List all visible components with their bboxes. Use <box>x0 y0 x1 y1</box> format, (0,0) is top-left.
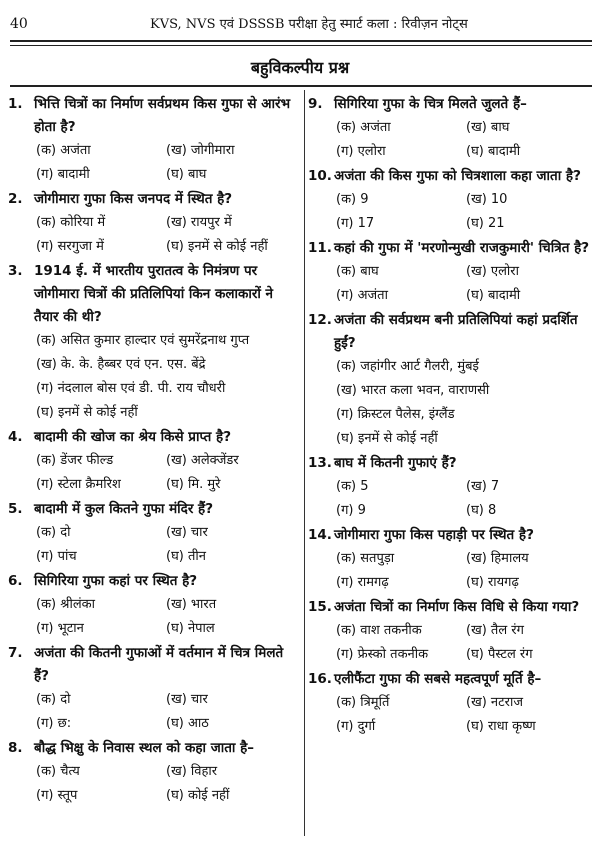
option: (ग) सरगुजा में <box>36 239 104 254</box>
options-12 <box>308 355 596 451</box>
option: (घ) 21 <box>466 216 505 231</box>
question-text: सिगिरिया गुफा कहां पर स्थित है? <box>34 573 198 589</box>
option: (क) जहांगीर आर्ट गैलरी, मुंबई <box>336 359 479 374</box>
question-text: अजंता चित्रों का निर्माण किस विधि से किया गया? <box>334 599 580 615</box>
question-number: 8. <box>8 740 23 756</box>
question-text: अजंता की सर्वप्रथम बनी प्रतिलिपियां कहां प्रदर्शित हुईं? <box>334 312 578 351</box>
question-text: कहां की गुफा में 'मरणोन्मुखी राजकुमारी' चित्रित है? <box>334 240 590 256</box>
question-text: जोगीमारा गुफा किस जनपद में स्थित है? <box>34 191 233 207</box>
header-divider <box>10 40 592 46</box>
question-text: 1914 ई. में भारतीय पुरातत्व के निमंत्रण पर जोगीमारा चित्रों की प्रतिलिपियां किन कलाकारों ने तैयार की थी? <box>34 263 274 325</box>
question-number: 2. <box>8 191 23 207</box>
question-text: बौद्ध भिक्षु के निवास स्थल को कहा जाता है– <box>34 740 255 756</box>
question-1 <box>8 93 298 139</box>
option: (ख) जोगीमारा <box>166 143 235 158</box>
question-text: अजंता की किस गुफा को चित्रशाला कहा जाता है? <box>334 168 581 184</box>
question-number: 5. <box>8 501 23 517</box>
question-number: 10. <box>308 168 332 184</box>
option: (क) असित कुमार हाल्दार एवं सुमरेंद्रनाथ गुप्त <box>36 333 250 348</box>
option: (ख) के. के. हैब्बर एवं एन. एस. बेंद्रे <box>36 357 206 372</box>
question-number: 15. <box>308 599 332 615</box>
options-3 <box>8 329 298 425</box>
section-title: बहुविकल्पीय प्रश्न <box>250 58 350 77</box>
page-number: 40 <box>10 16 28 32</box>
question-text: सिगिरिया गुफा के चित्र मिलते जुलते हैं– <box>334 96 527 112</box>
option: (ख) भारत कला भवन, वाराणसी <box>336 383 490 398</box>
question-9 <box>308 93 596 116</box>
question-number: 12. <box>308 312 332 328</box>
options-8 <box>8 760 298 808</box>
question-11 <box>308 237 596 260</box>
option: (क) वाश तकनीक <box>336 623 422 638</box>
option: (ग) अजंता <box>336 288 388 303</box>
question-8 <box>8 737 298 760</box>
option: (ख) भारत <box>166 597 217 612</box>
option: (ग) एलोरा <box>336 144 386 159</box>
question-number: 4. <box>8 429 23 445</box>
question-15 <box>308 596 596 619</box>
question-number: 6. <box>8 573 23 589</box>
option: (घ) राधा कृष्ण <box>466 719 536 734</box>
options-13 <box>308 475 596 523</box>
option: (ख) विहार <box>166 764 218 779</box>
option: (घ) रायगढ़ <box>466 575 519 590</box>
options-14 <box>308 547 596 595</box>
option: (ग) नंदलाल बोस एवं डी. पी. राय चौधरी <box>36 381 226 396</box>
question-3 <box>8 260 298 329</box>
left-column <box>8 92 298 808</box>
option: (ग) क्रिस्टल पैलेस, इंग्लैंड <box>336 407 455 422</box>
question-number: 1. <box>8 96 23 112</box>
option: (घ) इनमें से कोई नहीं <box>166 239 268 254</box>
question-number: 16. <box>308 671 332 687</box>
question-7 <box>8 642 298 688</box>
option: (ग) दुर्गा <box>336 719 376 734</box>
option: (घ) बादामी <box>466 288 521 303</box>
question-text: भित्ति चित्रों का निर्माण सर्वप्रथम किस गुफा से आरंभ होता है? <box>34 96 291 135</box>
option: (घ) पैस्टल रंग <box>466 647 533 662</box>
option: (ग) बादामी <box>36 167 90 182</box>
options-4 <box>8 449 298 497</box>
options-5 <box>8 521 298 569</box>
options-9 <box>308 116 596 164</box>
option: (घ) आठ <box>166 716 209 731</box>
option: (क) कोरिया में <box>36 215 106 230</box>
question-5 <box>8 498 298 521</box>
option: (क) चैत्य <box>36 764 80 779</box>
option: (क) अजंता <box>336 120 391 135</box>
question-number: 11. <box>308 240 332 256</box>
question-text: बादामी की खोज का श्रेय किसे प्राप्त है? <box>34 429 232 445</box>
option: (ख) अलेक्जेंडर <box>166 453 239 468</box>
question-number: 9. <box>308 96 323 112</box>
option: (ग) फ्रेस्को तकनीक <box>336 647 429 662</box>
question-number: 14. <box>308 527 332 543</box>
option: (ख) बाघ <box>466 120 510 135</box>
question-14 <box>308 524 596 547</box>
option: (घ) तीन <box>166 549 206 564</box>
options-6 <box>8 593 298 641</box>
running-title: KVS, NVS एवं DSSSB परीक्षा हेतु स्मार्ट कला : रिवीज़न नोट्स <box>150 17 468 32</box>
option: (घ) बादामी <box>466 144 521 159</box>
option: (क) दो <box>36 692 71 707</box>
option: (ग) 17 <box>336 216 375 231</box>
question-16 <box>308 668 596 691</box>
option: (ग) 9 <box>336 503 366 518</box>
question-13 <box>308 452 596 475</box>
question-10 <box>308 165 596 188</box>
option: (ख) चार <box>166 692 208 707</box>
question-text: एलीफैंटा गुफा की सबसे महत्वपूर्ण मूर्ति है– <box>334 671 542 687</box>
question-number: 3. <box>8 263 23 279</box>
question-12 <box>308 309 596 355</box>
options-7 <box>8 688 298 736</box>
option: (घ) बाघ <box>166 167 207 182</box>
option: (ख) रायपुर में <box>166 215 232 230</box>
option: (क) बाघ <box>336 264 379 279</box>
option: (घ) 8 <box>466 503 497 518</box>
option: (क) 5 <box>336 479 369 494</box>
right-column <box>308 92 596 739</box>
option: (ख) 7 <box>466 479 500 494</box>
question-number: 13. <box>308 455 332 471</box>
question-text: बादामी में कुल कितने गुफा मंदिर हैं? <box>34 501 214 517</box>
option: (क) त्रिमूर्ति <box>336 695 390 710</box>
question-2 <box>8 188 298 211</box>
option: (ख) हिमालय <box>466 551 529 566</box>
option: (घ) इनमें से कोई नहीं <box>36 405 138 420</box>
title-divider <box>10 85 592 87</box>
option: (ग) रामगढ़ <box>336 575 389 590</box>
option: (घ) इनमें से कोई नहीं <box>336 431 438 446</box>
options-15 <box>308 619 596 667</box>
option: (ख) चार <box>166 525 208 540</box>
option: (क) श्रीलंका <box>36 597 95 612</box>
question-text: जोगीमारा गुफा किस पहाड़ी पर स्थित है? <box>334 527 534 543</box>
option: (क) दो <box>36 525 71 540</box>
option: (ख) तैल रंग <box>466 623 524 638</box>
page-header <box>0 0 600 40</box>
option: (ख) नटराज <box>466 695 524 710</box>
option: (ख) एलोरा <box>466 264 519 279</box>
option: (क) सतपुड़ा <box>336 551 395 566</box>
column-divider <box>304 90 305 836</box>
option: (घ) मि. मुरे <box>166 477 221 492</box>
options-10 <box>308 188 596 236</box>
options-11 <box>308 260 596 308</box>
question-text: बाघ में कितनी गुफाएं हैं? <box>334 455 457 471</box>
option: (क) अजंता <box>36 143 91 158</box>
option: (ग) छ: <box>36 716 72 731</box>
option: (घ) कोई नहीं <box>166 788 230 803</box>
option: (क) 9 <box>336 192 369 207</box>
question-number: 7. <box>8 645 23 661</box>
option: (घ) नेपाल <box>166 621 215 636</box>
question-6 <box>8 570 298 593</box>
question-text: अजंता की कितनी गुफाओं में वर्तमान में चित्र मिलते हैं? <box>34 645 284 684</box>
option: (ग) स्टेला क्रैमरिश <box>36 477 121 492</box>
option: (ख) 10 <box>466 192 508 207</box>
options-1 <box>8 139 298 187</box>
options-2 <box>8 211 298 259</box>
option: (ग) भूटान <box>36 621 84 636</box>
options-16 <box>308 691 596 739</box>
option: (ग) पांच <box>36 549 77 564</box>
option: (ग) स्तूप <box>36 788 78 803</box>
option: (क) डेंजर फील्ड <box>36 453 114 468</box>
question-4 <box>8 426 298 449</box>
